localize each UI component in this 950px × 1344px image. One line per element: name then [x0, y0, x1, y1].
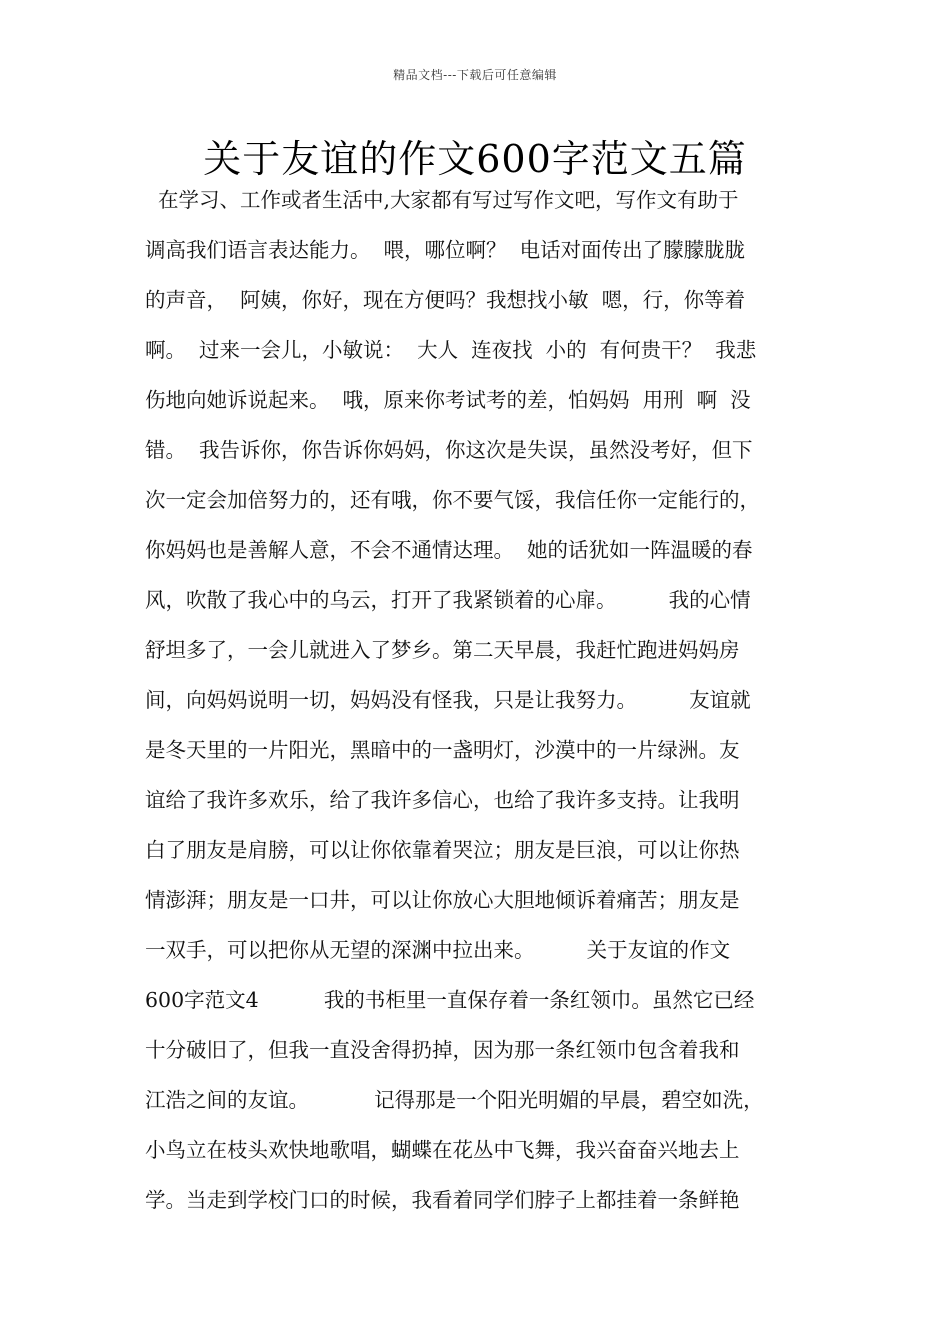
body-line: 伤地向她诉说起来。 哦，原来你考试考的差，怕妈妈 用刑 啊 没: [145, 388, 751, 412]
body-line: 的声音， 阿姨，你好，现在方便吗？我想找小敏 嗯，行，你等着: [145, 288, 746, 312]
body-line: 是冬天里的一片阳光，黑暗中的一盏明灯，沙漠中的一片绿洲。友: [145, 738, 740, 762]
body-text: [145, 180, 825, 1230]
body-line: 错。 我告诉你，你告诉你妈妈，你这次是失误，虽然没考好，但下: [145, 438, 753, 462]
body-line: 一双手，可以把你从无望的深渊中拉出来。 关于友谊的作文: [145, 938, 731, 962]
body-line: 白了朋友是肩膀，可以让你依靠着哭泣；朋友是巨浪，可以让你热: [145, 838, 740, 862]
body-line: 学。当走到学校门口的时候，我看着同学们脖子上都挂着一条鲜艳: [145, 1188, 740, 1212]
body-line: 江浩之间的友谊。 记得那是一个阳光明媚的早晨，碧空如洗，: [145, 1088, 764, 1112]
body-line: 啊。 过来一会儿，小敏说： 大人 连夜找 小的 有何贵干？ 我悲: [145, 338, 757, 362]
body-line: 情澎湃；朋友是一口井，可以让你放心大胆地倾诉着痛苦；朋友是: [145, 888, 740, 912]
document-title: 关于友谊的作文600字范文五篇: [203, 137, 747, 181]
body-line: 风，吹散了我心中的乌云，打开了我紧锁着的心扉。 我的心情: [145, 588, 751, 612]
body-line: 在学习、工作或者生活中,大家都有写过写作文吧，写作文有助于: [145, 188, 739, 212]
body-line: 调高我们语言表达能力。 喂，哪位啊？ 电话对面传出了朦朦胧胧: [145, 238, 746, 262]
body-line: 小鸟立在枝头欢快地歌唱，蝴蝶在花丛中飞舞，我兴奋奋兴地去上: [145, 1138, 740, 1162]
body-line: 你妈妈也是善解人意，不会不通情达理。 她的话犹如一阵温暖的春: [145, 538, 753, 562]
body-line: 600字范文4 我的书柜里一直保存着一条红领巾。虽然它已经: [145, 988, 755, 1012]
body-line: 谊给了我许多欢乐，给了我许多信心，也给了我许多支持。让我明: [145, 788, 740, 812]
body-line: 舒坦多了，一会儿就进入了梦乡。第二天早晨，我赶忙跑进妈妈房: [145, 638, 740, 662]
body-line: 次一定会加倍努力的，还有哦，你不要气馁，我信任你一定能行的，: [145, 488, 760, 512]
body-line: 间，向妈妈说明一切，妈妈没有怪我，只是让我努力。 友谊就: [145, 688, 751, 712]
header-note: 精品文档---下载后可任意编辑: [393, 68, 557, 82]
body-line: 十分破旧了，但我一直没舍得扔掉，因为那一条红领巾包含着我和: [145, 1038, 740, 1062]
